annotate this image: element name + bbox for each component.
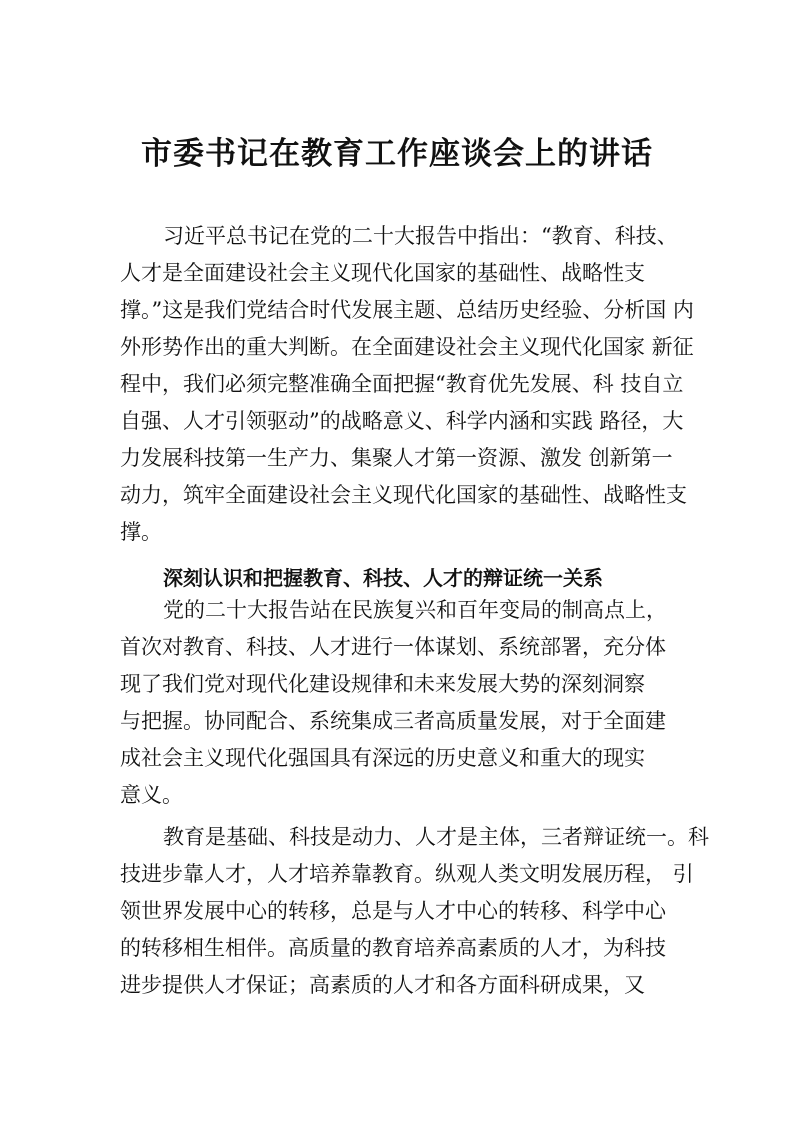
paragraph-line: 力发展科技第一生产力、集聚人才第一资源、激发 创新第一 (120, 446, 673, 470)
paragraph-line: 自强、人才引领驱动”的战略意义、科学内涵和实践 路径，大 (120, 409, 684, 433)
paragraph-line: 教育是基础、科技是动力、人才是主体，三者辩证统一。科 (163, 825, 709, 849)
paragraph-line: 程中，我们必须完整准确全面把握“教育优先发展、科 技自立 (120, 372, 684, 396)
paragraph-line: 动力，筑牢全面建设社会主义现代化国家的基础性、战略性支 (120, 483, 687, 507)
paragraph-line: 外形势作出的重大判断。在全面建设社会主义现代化国家 新征 (120, 335, 694, 359)
paragraph-line: 撑。 (120, 520, 162, 544)
paragraph-line: 党的二十大报告站在民族复兴和百年变局的制高点上， (163, 598, 667, 622)
paragraph-line: 首次对教育、科技、人才进行一体谋划、系统部署，充分体 (120, 635, 666, 659)
paragraph-line: 技进步靠人才，人才培养靠教育。纵观人类文明发展历程， 引 (120, 862, 694, 886)
paragraph-line: 的转移相生相伴。高质量的教育培养高素质的人才，为科技 (120, 936, 666, 960)
page-title: 市委书记在教育工作座谈会上的讲话 (141, 136, 653, 172)
paragraph-line: 现了我们党对现代化建设规律和未来发展大势的深刻洞察 (120, 672, 645, 696)
paragraph-line: 成社会主义现代化强国具有深远的历史意义和重大的现实 (120, 746, 645, 770)
paragraph-line: 领世界发展中心的转移，总是与人才中心的转移、科学中心 (120, 899, 666, 923)
paragraph-line: 意义。 (120, 783, 183, 807)
paragraph-line: 进步提供人才保证；高素质的人才和各方面科研成果，又 (120, 973, 645, 997)
paragraph-line: 与把握。协同配合、系统集成三者高质量发展，对于全面建 (120, 709, 666, 733)
paragraph-line: 撑。”这是我们党结合时代发展主题、总结历史经验、分析国 内 (120, 298, 694, 322)
paragraph-line: 人才是全面建设社会主义现代化国家的基础性、战略性支 (120, 261, 645, 285)
paragraph-line: 习近平总书记在党的二十大报告中指出：“教育、科技、 (163, 224, 678, 248)
section-heading: 深刻认识和把握教育、科技、人才的辩证统一关系 (163, 566, 603, 590)
